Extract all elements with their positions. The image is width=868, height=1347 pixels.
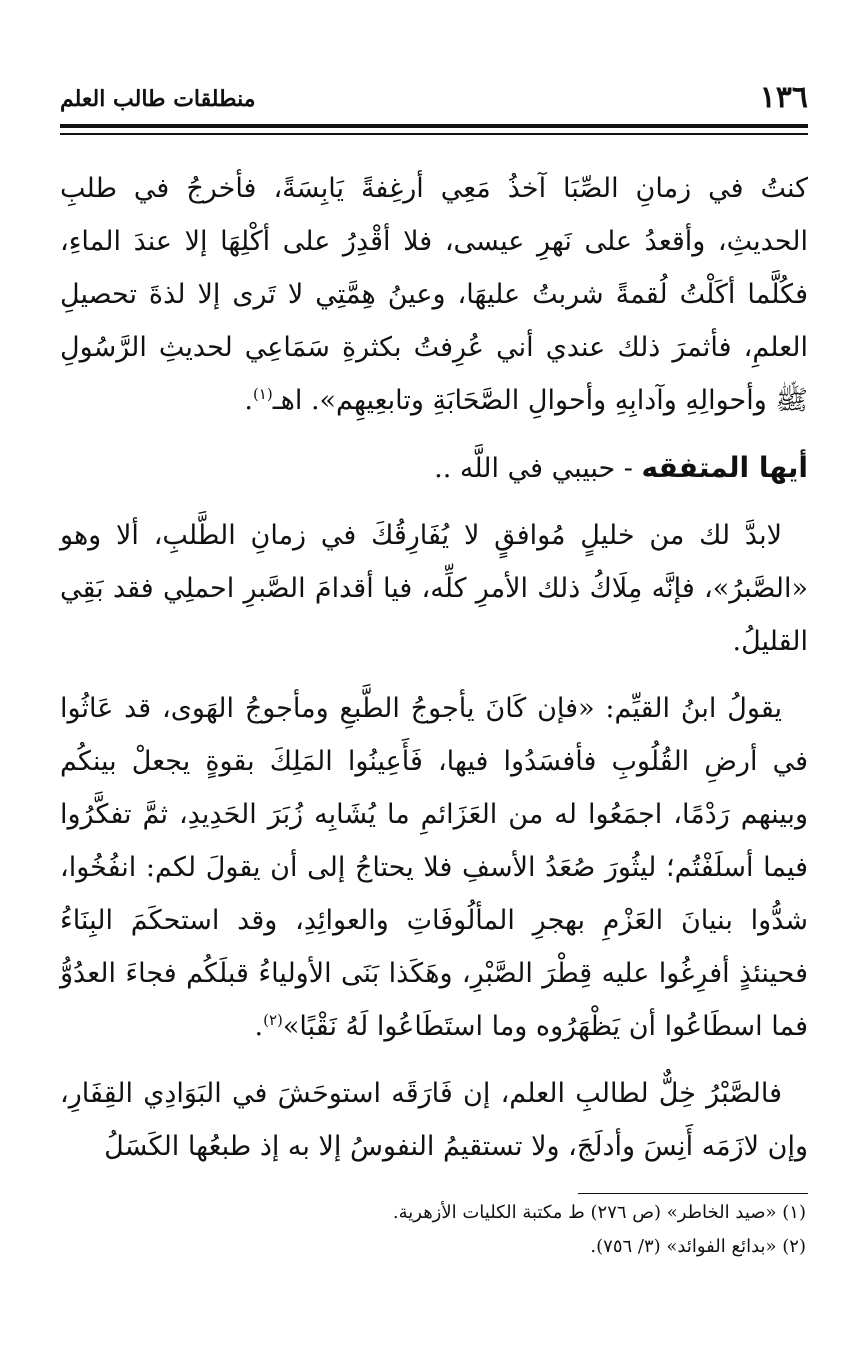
paragraph-patience: لابدَّ لك من خليلٍ مُوافقٍ لا يُفَارِقُكَ في زمانِ الطَّلبِ، ألا وهو «الصَّبرُ»، فإنَّه مِلَاكُ ذلك الأمرِ كلِّه، فيا أقدامَ الصَّبرِ احملِي فقد بَقِي القليلُ. [60,520,808,657]
header-rule-thin [60,133,808,135]
footnotes [60,1196,808,1264]
heading-rest-text: - حبيبي في اللَّه .. [434,453,642,484]
footnote-1: (١) «صيد الخاطر» (ص ٢٧٦) ط مكتبة الكليات الأزهرية. [392,1202,806,1223]
footnote-2: (٢) «بدائع الفوائد» (٣/ ٧٥٦). [590,1236,806,1257]
paragraph-ibn-qayyim [60,682,808,1053]
header-rule-thick [60,124,808,128]
paragraph-text: يقولُ ابنُ القيِّم: «فإن كَانَ يأجوجُ الطَّبعِ ومأجوجُ الهَوى، قد عَاثُوا في أرضِ القُلُوبِ فأفسَدُوا فيها، فَأَعِينُوا المَلِكَ بقوةٍ يجعلْ بينكُم وبينهم رَدْمًا، اجمَعُوا له من العَزَائمِ ما يُشَابِه زُبَرَ الحَدِيدِ، ثمَّ تفكَّرُوا فيما أسلَفْتُم؛ ليثُورَ صُعَدُ الأسفِ فلا يحتاجُ إلى أن يقولَ لكم: انفُخُوا، شدُّوا بنيانَ العَزْمِ بهجرِ المألُوفَاتِ والعوائِدِ، وقد استحكَمَ البِنَاءُ فحينئذٍ أفرِغُوا عليه قِطْرَ الصَّبْرِ، وهَكَذا بَنَى الأولياءُ قبلَكُم فجاءَ العدُوُّ فما اسطَاعُوا أن يَظْهَرُوه وما استَطَاعُوا لَهُ نَقْبًا» [60,693,808,1042]
footnote-ref-2: (٢) [263,1011,283,1029]
page-header [60,78,808,118]
footnote-ref-1: (١) [252,385,273,403]
paragraph-sabr-companion: فالصَّبْرُ خِلٌّ لطالبِ العلم، إن فَارَقَه استوحَشَ في البَوَادِي القِفَارِ، وإن لازَمَه أَنِسَ وأدلَجَ، ولا تستقيمُ النفوسُ إلا به إذ طبعُها الكَسَلُ [60,1078,808,1162]
paragraph-text: كنتُ في زمانِ الصِّبَا آخذُ مَعِي أرغِفةً يَابِسَةً، فأخرجُ في طلبِ الحديثِ، وأقعدُ على نَهرِ عيسى، فلا أقْدِرُ على أكْلِهَا إلا عندَ الماءِ، فكُلَّما أكَلْتُ لُقمةً شربتُ عليهَا، وعينُ هِمَّتِي لا تَرى إلا لذةَ تحصيلِ العلمِ، فأثمرَ ذلك عندي أني عُرِفتُ بكثرةِ سَمَاعِي لحديثِ الرَّسُولِ ﷺ وأحوالِهِ وآدابِهِ وأحوالِ الصَّحَابَةِ وتابعِيهِم». اهـ [60,173,808,416]
heading-bold-text: أيها المتفقه [641,451,808,484]
section-heading [60,441,808,495]
running-title: منطلقات طالب العلم [60,86,256,112]
paragraph-end-dot: . [254,1011,264,1042]
paragraph-quote-end: كنتُ في زمانِ الصِّبَا آخذُ مَعِي أرغِفةً يَابِسَةً، فأخرجُ في طلبِ الحديثِ، وأقعدُ على نَهرِ عيسى، فلا أقْدِرُ على أكْلِهَا إلا عندَ الماءِ، فكُلَّما أكَلْتُ لُقمةً شربتُ عليهَا، وعينُ هِمَّتِي لا تَرى إلا لذةَ تحصيلِ العلمِ، فأثمرَ ذلك عندي أني عُرِفتُ بكثرةِ سَمَاعِي لحديثِ الرَّسُولِ ﷺ وأحوالِهِ وآدابِهِ وأحوالِ الصَّحَابَةِ وتابعِيهِم». اهـ$^{(١)}$. [60,173,808,416]
page-body [60,162,808,1173]
page-number: ١٣٦ [759,80,808,115]
footnote-separator [578,1193,808,1194]
